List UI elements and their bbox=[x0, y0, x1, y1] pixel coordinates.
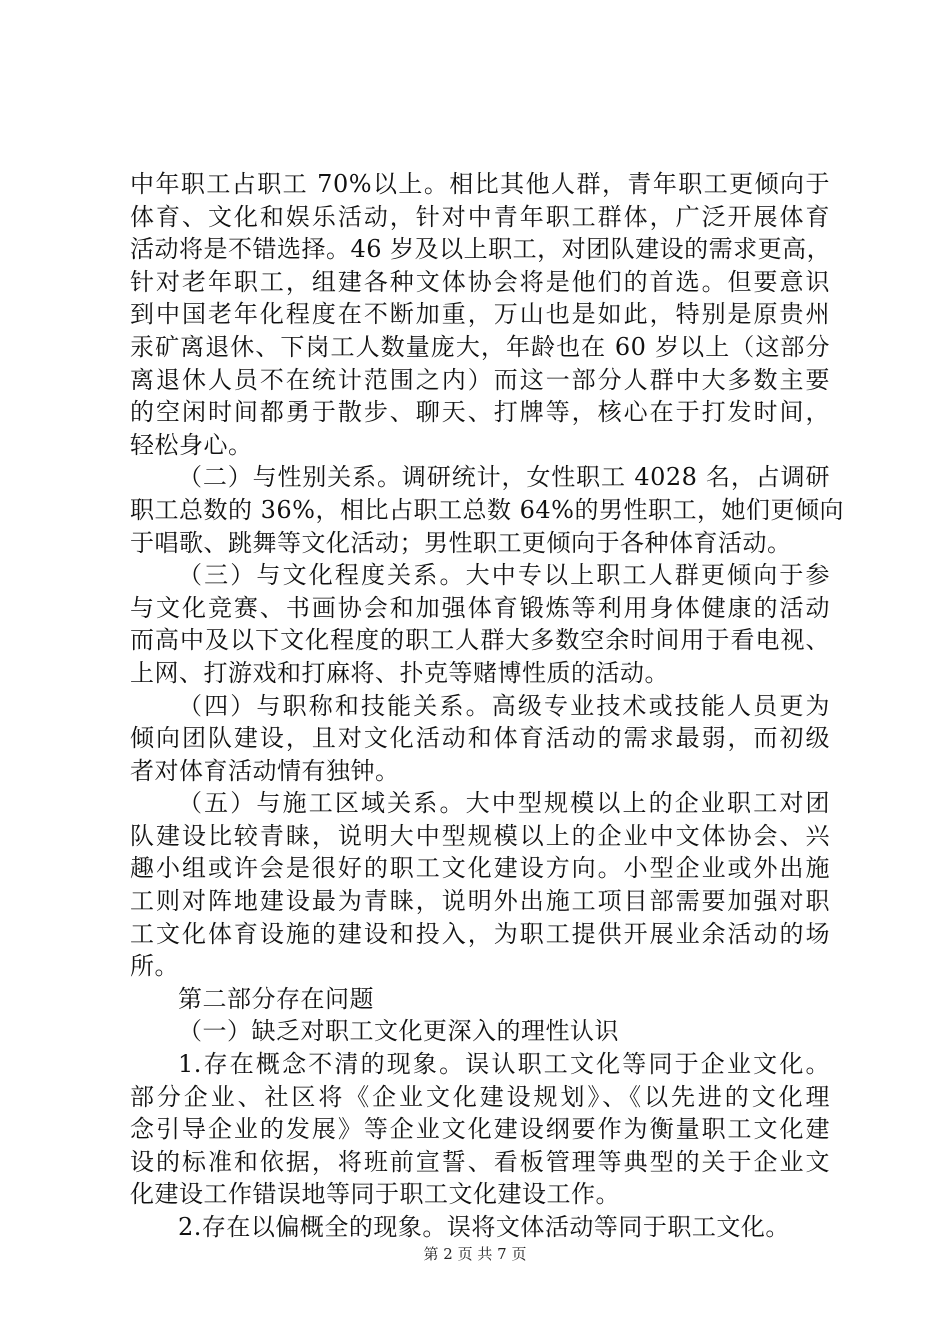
text-line: （二）与性别关系。调研统计，女性职工 4028 名，占调研 bbox=[178, 463, 830, 492]
text-line: 体育、文化和娱乐活动，针对中青年职工群体，广泛开展体育 bbox=[130, 202, 830, 231]
text-line: 工则对阵地建设最为青睐，说明外出施工项目部需要加强对职 bbox=[130, 887, 830, 916]
paragraph bbox=[130, 1048, 830, 1211]
text-line: 中年职工占职工 70%以上。相比其他人群，青年职工更倾向于 bbox=[130, 170, 830, 198]
paragraph bbox=[130, 168, 830, 461]
text-line: 离退休人员不在统计范围之内）而这一部分人群中大多数主要 bbox=[130, 365, 830, 394]
text-line: 针对老年职工，组建各种文体协会将是他们的首选。但要意识 bbox=[130, 267, 830, 296]
section-heading: 第二部分存在问题 bbox=[178, 984, 374, 1013]
text-line: 而高中及以下文化程度的职工人群大多数空余时间用于看电视、 bbox=[130, 626, 830, 655]
text-line: 工文化体育设施的建设和投入，为职工提供开展业余活动的场 bbox=[130, 919, 830, 948]
text-line: 与文化竞赛、书画协会和加强体育锻炼等利用身体健康的活动 bbox=[130, 593, 830, 622]
text-line: 念引导企业的发展》等企业文化建设纲要作为衡量职工文化建 bbox=[130, 1115, 830, 1144]
text-line: 设的标准和依据，将班前宣誓、看板管理等典型的关于企业文 bbox=[130, 1147, 830, 1176]
text-line: 所。 bbox=[130, 952, 179, 981]
text-line: 到中国老年化程度在不断加重，万山也是如此，特别是原贵州 bbox=[130, 300, 830, 329]
text-line: 倾向团队建设，且对文化活动和体育活动的需求最弱，而初级 bbox=[130, 724, 830, 753]
paragraph bbox=[130, 559, 830, 689]
text-line: 化建设工作错误地等同于职工文化建设工作。 bbox=[130, 1180, 620, 1209]
paragraph bbox=[130, 1015, 830, 1048]
page-footer: 第 2 页 共 7 页 bbox=[423, 1245, 527, 1263]
text-line: 者对体育活动情有独钟。 bbox=[130, 756, 400, 785]
text-line: 队建设比较青睐，说明大中型规模以上的企业中文体协会、兴 bbox=[130, 821, 830, 850]
text-line: 的空闲时间都勇于散步、聊天、打牌等，核心在于打发时间， bbox=[130, 398, 830, 427]
document-body bbox=[130, 168, 844, 1244]
paragraph bbox=[130, 1211, 830, 1244]
text-line: 趣小组或许会是很好的职工文化建设方向。小型企业或外出施 bbox=[130, 854, 830, 883]
text-line: 于唱歌、跳舞等文化活动；男性职工更倾向于各种体育活动。 bbox=[130, 528, 792, 557]
paragraph bbox=[130, 787, 830, 983]
text-line: 活动将是不错选择。46 岁及以上职工，对团队建设的需求更高， bbox=[130, 235, 832, 264]
text-line: 部分企业、社区将《企业文化建设规划》、《以先进的文化理 bbox=[130, 1082, 830, 1111]
text-line: 汞矿离退休、下岗工人数量庞大，年龄也在 60 岁以上（这部分 bbox=[130, 332, 830, 361]
text-line: 1.存在概念不清的现象。误认职工文化等同于企业文化。 bbox=[178, 1050, 830, 1079]
text-line: 2.存在以偏概全的现象。误将文体活动等同于职工文化。 bbox=[178, 1213, 790, 1241]
text-line: 上网、打游戏和打麻将、扑克等赌博性质的活动。 bbox=[130, 658, 669, 687]
paragraph bbox=[130, 461, 844, 559]
text-line: 职工总数的 36%，相比占职工总数 64%的男性职工，她们更倾向 bbox=[130, 495, 844, 524]
text-line: （四）与职称和技能关系。高级专业技术或技能人员更为 bbox=[178, 691, 830, 720]
paragraph bbox=[130, 983, 830, 1016]
paragraph bbox=[130, 690, 830, 788]
section-heading: （一）缺乏对职工文化更深入的理性认识 bbox=[178, 1017, 619, 1046]
text-line: （三）与文化程度关系。大中专以上职工人群更倾向于参 bbox=[178, 561, 830, 590]
text-line: 轻松身心。 bbox=[130, 430, 253, 459]
text-line: （五）与施工区域关系。大中型规模以上的企业职工对团 bbox=[178, 789, 830, 818]
